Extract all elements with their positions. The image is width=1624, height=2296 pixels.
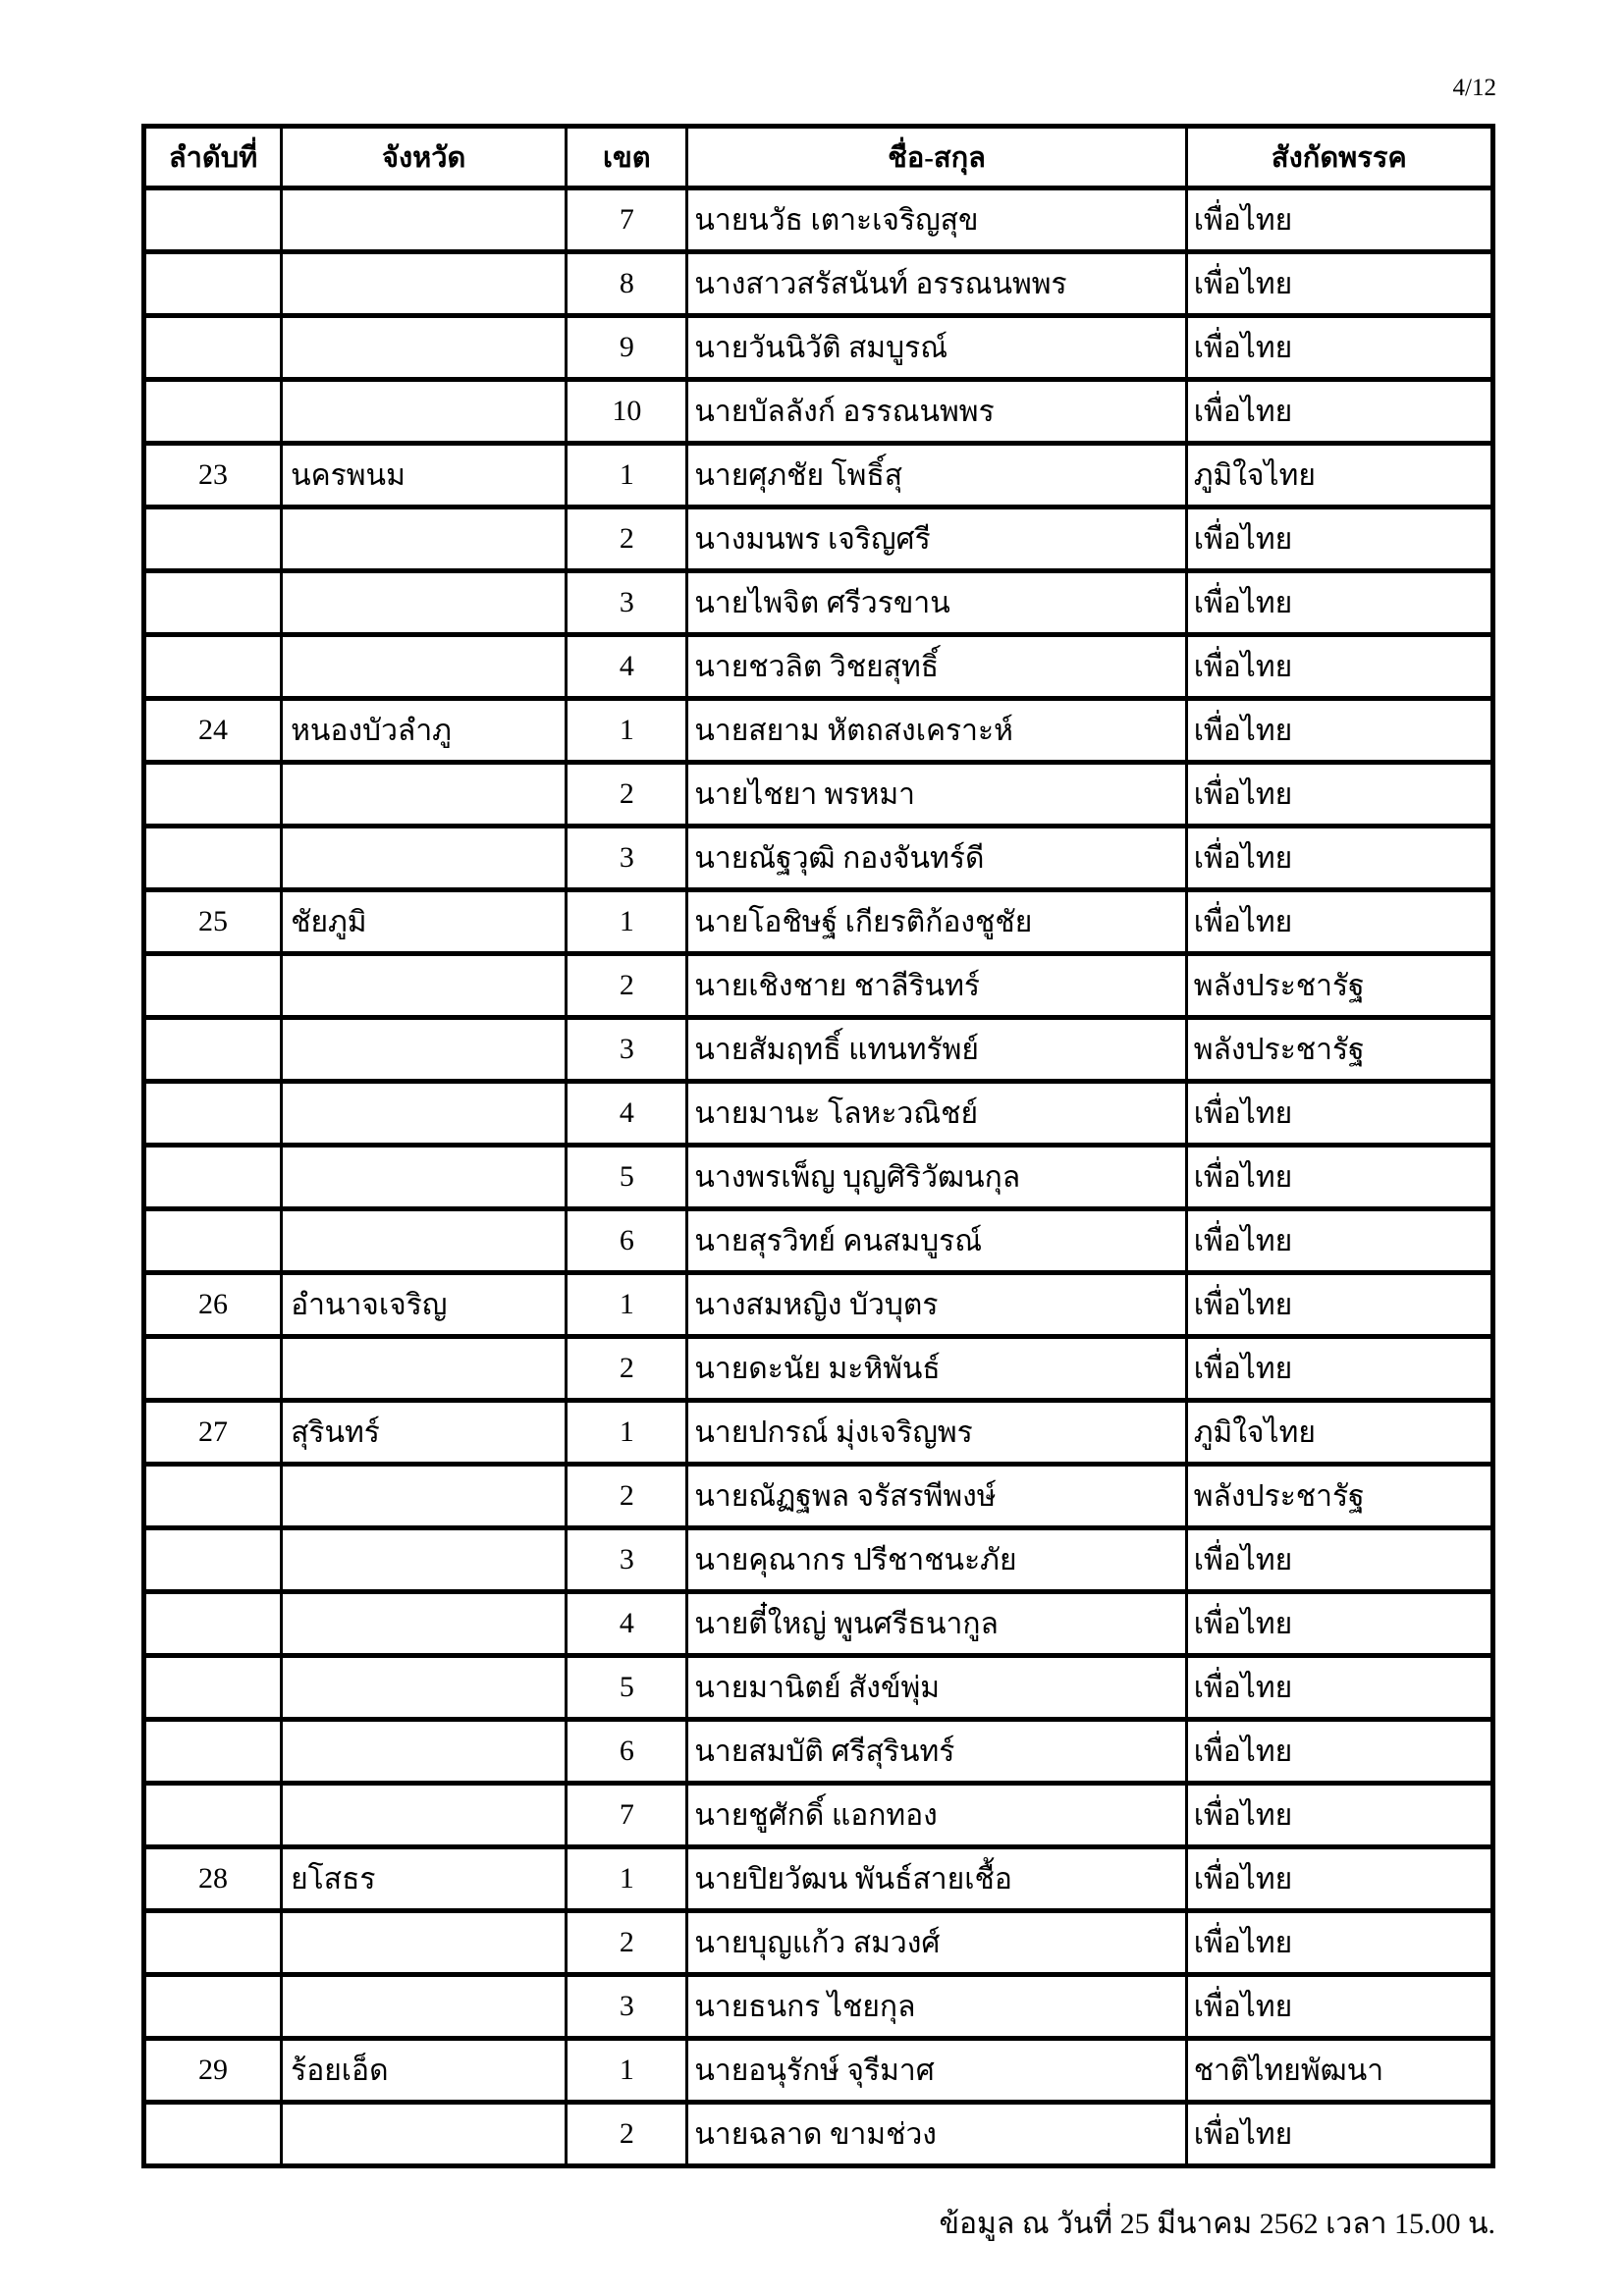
district-cell: 1: [567, 890, 687, 954]
table-row: [144, 1592, 1493, 1656]
province-cell: สุรินทร์: [282, 1401, 567, 1465]
order-cell: 23: [144, 444, 282, 507]
party-cell: เพื่อไทย: [1186, 699, 1492, 763]
order-cell: [144, 827, 282, 890]
name-cell: นายปิยวัฒน พันธ์สายเชื้อ: [687, 1847, 1186, 1911]
name-cell: นางสาวสรัสนันท์ อรรณนพพร: [687, 252, 1186, 316]
province-cell: [282, 1656, 567, 1720]
party-cell: เพื่อไทย: [1186, 1847, 1492, 1911]
party-cell: ชาติไทยพัฒนา: [1186, 2039, 1492, 2103]
party-cell: เพื่อไทย: [1186, 188, 1492, 252]
name-cell: นายคุณากร ปรีชาชนะภัย: [687, 1528, 1186, 1592]
table-row: [144, 1018, 1493, 1082]
order-cell: [144, 380, 282, 444]
order-cell: [144, 1592, 282, 1656]
name-cell: นายชูศักดิ์ แอกทอง: [687, 1784, 1186, 1847]
party-cell: เพื่อไทย: [1186, 890, 1492, 954]
district-cell: 10: [567, 380, 687, 444]
order-cell: [144, 188, 282, 252]
table-row: [144, 635, 1493, 699]
party-cell: ภูมิใจไทย: [1186, 444, 1492, 507]
party-cell: เพื่อไทย: [1186, 1720, 1492, 1784]
district-cell: 3: [567, 1018, 687, 1082]
table-row: [144, 2039, 1493, 2103]
province-cell: [282, 188, 567, 252]
table-row: [144, 1401, 1493, 1465]
district-cell: 2: [567, 1337, 687, 1401]
order-cell: [144, 954, 282, 1018]
header-district: เขต: [567, 127, 687, 188]
name-cell: นายชวลิต วิชยสุทธิ์: [687, 635, 1186, 699]
order-cell: [144, 1784, 282, 1847]
province-cell: [282, 1465, 567, 1528]
province-cell: [282, 635, 567, 699]
table-row: [144, 1209, 1493, 1273]
party-cell: เพื่อไทย: [1186, 1592, 1492, 1656]
party-cell: ภูมิใจไทย: [1186, 1401, 1492, 1465]
name-cell: นายสัมฤทธิ์ แทนทรัพย์: [687, 1018, 1186, 1082]
party-cell: เพื่อไทย: [1186, 1784, 1492, 1847]
table-row: [144, 827, 1493, 890]
order-cell: 26: [144, 1273, 282, 1337]
party-cell: เพื่อไทย: [1186, 1146, 1492, 1209]
header-row: [144, 127, 1493, 188]
name-cell: นายมานิตย์ สังข์พุ่ม: [687, 1656, 1186, 1720]
order-cell: [144, 1018, 282, 1082]
order-cell: [144, 1656, 282, 1720]
party-cell: เพื่อไทย: [1186, 380, 1492, 444]
name-cell: นายฉลาด ขามช่วง: [687, 2103, 1186, 2166]
party-cell: เพื่อไทย: [1186, 1273, 1492, 1337]
district-cell: 7: [567, 1784, 687, 1847]
party-cell: เพื่อไทย: [1186, 1911, 1492, 1975]
party-cell: เพื่อไทย: [1186, 316, 1492, 380]
order-cell: [144, 571, 282, 635]
order-cell: 29: [144, 2039, 282, 2103]
table-row: [144, 890, 1493, 954]
province-cell: [282, 2103, 567, 2166]
order-cell: [144, 1720, 282, 1784]
order-cell: 27: [144, 1401, 282, 1465]
order-cell: [144, 1528, 282, 1592]
table-row: [144, 1975, 1493, 2039]
province-cell: [282, 1337, 567, 1401]
party-cell: เพื่อไทย: [1186, 507, 1492, 571]
order-cell: [144, 1975, 282, 2039]
district-cell: 3: [567, 571, 687, 635]
name-cell: นายบุญแก้ว สมวงศ์: [687, 1911, 1186, 1975]
name-cell: นายสุรวิทย์ คนสมบูรณ์: [687, 1209, 1186, 1273]
order-cell: [144, 1337, 282, 1401]
district-cell: 6: [567, 1720, 687, 1784]
name-cell: นายณัฏฐพล จรัสรพีพงษ์: [687, 1465, 1186, 1528]
district-cell: 2: [567, 2103, 687, 2166]
party-cell: เพื่อไทย: [1186, 1656, 1492, 1720]
province-cell: นครพนม: [282, 444, 567, 507]
order-cell: [144, 635, 282, 699]
party-cell: พลังประชารัฐ: [1186, 1018, 1492, 1082]
province-cell: ยโสธร: [282, 1847, 567, 1911]
party-cell: เพื่อไทย: [1186, 763, 1492, 827]
name-cell: นายไพจิต ศรีวรขาน: [687, 571, 1186, 635]
order-cell: [144, 507, 282, 571]
province-cell: [282, 1720, 567, 1784]
table-row: [144, 1146, 1493, 1209]
mp-candidate-table: [141, 124, 1495, 2168]
table-row: [144, 763, 1493, 827]
district-cell: 5: [567, 1146, 687, 1209]
party-cell: เพื่อไทย: [1186, 2103, 1492, 2166]
name-cell: นายมานะ โลหะวณิชย์: [687, 1082, 1186, 1146]
district-cell: 4: [567, 635, 687, 699]
name-cell: นายวันนิวัติ สมบูรณ์: [687, 316, 1186, 380]
table-row: [144, 1337, 1493, 1401]
order-cell: [144, 763, 282, 827]
district-cell: 7: [567, 188, 687, 252]
province-cell: ชัยภูมิ: [282, 890, 567, 954]
party-cell: เพื่อไทย: [1186, 635, 1492, 699]
district-cell: 2: [567, 763, 687, 827]
party-cell: เพื่อไทย: [1186, 1209, 1492, 1273]
district-cell: 8: [567, 252, 687, 316]
data-as-of-note: ข้อมูล ณ วันที่ 25 มีนาคม 2562 เวลา 15.00 น.: [939, 2208, 1495, 2240]
province-cell: [282, 1784, 567, 1847]
party-cell: เพื่อไทย: [1186, 1528, 1492, 1592]
district-cell: 1: [567, 699, 687, 763]
order-cell: [144, 1146, 282, 1209]
table-row: [144, 1656, 1493, 1720]
name-cell: นายธนกร ไชยกุล: [687, 1975, 1186, 2039]
district-cell: 1: [567, 1401, 687, 1465]
order-cell: [144, 1082, 282, 1146]
province-cell: [282, 571, 567, 635]
province-cell: [282, 380, 567, 444]
district-cell: 6: [567, 1209, 687, 1273]
table-row: [144, 1911, 1493, 1975]
table-row: [144, 252, 1493, 316]
order-cell: 28: [144, 1847, 282, 1911]
name-cell: นายสมบัติ ศรีสุรินทร์: [687, 1720, 1186, 1784]
province-cell: [282, 1528, 567, 1592]
district-cell: 4: [567, 1592, 687, 1656]
table-body: [144, 188, 1493, 2166]
party-cell: เพื่อไทย: [1186, 252, 1492, 316]
order-cell: 24: [144, 699, 282, 763]
district-cell: 3: [567, 1528, 687, 1592]
province-cell: [282, 252, 567, 316]
name-cell: นายบัลลังก์ อรรณนพพร: [687, 380, 1186, 444]
district-cell: 1: [567, 444, 687, 507]
name-cell: นางสมหญิง บัวบุตร: [687, 1273, 1186, 1337]
province-cell: ร้อยเอ็ด: [282, 2039, 567, 2103]
district-cell: 3: [567, 827, 687, 890]
order-cell: 25: [144, 890, 282, 954]
district-cell: 2: [567, 1911, 687, 1975]
header-order: ลำดับที่: [144, 127, 282, 188]
name-cell: นายโอชิษฐ์ เกียรติก้องชูชัย: [687, 890, 1186, 954]
name-cell: นายตี๋ใหญ่ พูนศรีธนากูล: [687, 1592, 1186, 1656]
table-row: [144, 2103, 1493, 2166]
order-cell: [144, 316, 282, 380]
order-cell: [144, 1465, 282, 1528]
name-cell: นายปกรณ์ มุ่งเจริญพร: [687, 1401, 1186, 1465]
province-cell: [282, 1082, 567, 1146]
table-row: [144, 507, 1493, 571]
district-cell: 2: [567, 507, 687, 571]
name-cell: นางพรเพ็ญ บุญศิริวัฒนกุล: [687, 1146, 1186, 1209]
table-row: [144, 444, 1493, 507]
province-cell: [282, 1911, 567, 1975]
province-cell: [282, 1592, 567, 1656]
province-cell: [282, 316, 567, 380]
table-row: [144, 1273, 1493, 1337]
district-cell: 4: [567, 1082, 687, 1146]
province-cell: [282, 1146, 567, 1209]
table-row: [144, 380, 1493, 444]
district-cell: 2: [567, 954, 687, 1018]
province-cell: [282, 1975, 567, 2039]
party-cell: พลังประชารัฐ: [1186, 954, 1492, 1018]
province-cell: [282, 507, 567, 571]
table-row: [144, 571, 1493, 635]
name-cell: นางมนพร เจริญศรี: [687, 507, 1186, 571]
name-cell: นายศุภชัย โพธิ์สุ: [687, 444, 1186, 507]
district-cell: 1: [567, 1273, 687, 1337]
district-cell: 5: [567, 1656, 687, 1720]
table-header: [144, 127, 1493, 188]
order-cell: [144, 252, 282, 316]
party-cell: เพื่อไทย: [1186, 1337, 1492, 1401]
table-row: [144, 188, 1493, 252]
district-cell: 3: [567, 1975, 687, 2039]
table-row: [144, 1784, 1493, 1847]
province-cell: [282, 1018, 567, 1082]
province-cell: หนองบัวลำภู: [282, 699, 567, 763]
table-row: [144, 1720, 1493, 1784]
province-cell: [282, 827, 567, 890]
name-cell: นายอนุรักษ์ จุรีมาศ: [687, 2039, 1186, 2103]
name-cell: นายณัฐวุฒิ กองจันทร์ดี: [687, 827, 1186, 890]
header-name: ชื่อ-สกุล: [687, 127, 1186, 188]
header-party: สังกัดพรรค: [1186, 127, 1492, 188]
party-cell: พลังประชารัฐ: [1186, 1465, 1492, 1528]
district-cell: 1: [567, 1847, 687, 1911]
district-cell: 1: [567, 2039, 687, 2103]
district-cell: 9: [567, 316, 687, 380]
table-row: [144, 1082, 1493, 1146]
party-cell: เพื่อไทย: [1186, 1975, 1492, 2039]
order-cell: [144, 1209, 282, 1273]
order-cell: [144, 2103, 282, 2166]
order-cell: [144, 1911, 282, 1975]
table-row: [144, 1465, 1493, 1528]
page-number: 4/12: [1452, 75, 1496, 101]
name-cell: นายสยาม หัตถสงเคราะห์: [687, 699, 1186, 763]
name-cell: นายไชยา พรหมา: [687, 763, 1186, 827]
province-cell: [282, 1209, 567, 1273]
table-row: [144, 954, 1493, 1018]
header-province: จังหวัด: [282, 127, 567, 188]
table-row: [144, 1528, 1493, 1592]
name-cell: นายนวัธ เตาะเจริญสุข: [687, 188, 1186, 252]
party-cell: เพื่อไทย: [1186, 827, 1492, 890]
party-cell: เพื่อไทย: [1186, 1082, 1492, 1146]
province-cell: [282, 954, 567, 1018]
party-cell: เพื่อไทย: [1186, 571, 1492, 635]
province-cell: อำนาจเจริญ: [282, 1273, 567, 1337]
province-cell: [282, 763, 567, 827]
district-cell: 2: [567, 1465, 687, 1528]
table-row: [144, 316, 1493, 380]
table-row: [144, 1847, 1493, 1911]
name-cell: นายดะนัย มะหิพันธ์: [687, 1337, 1186, 1401]
name-cell: นายเชิงชาย ชาลีรินทร์: [687, 954, 1186, 1018]
table-row: [144, 699, 1493, 763]
